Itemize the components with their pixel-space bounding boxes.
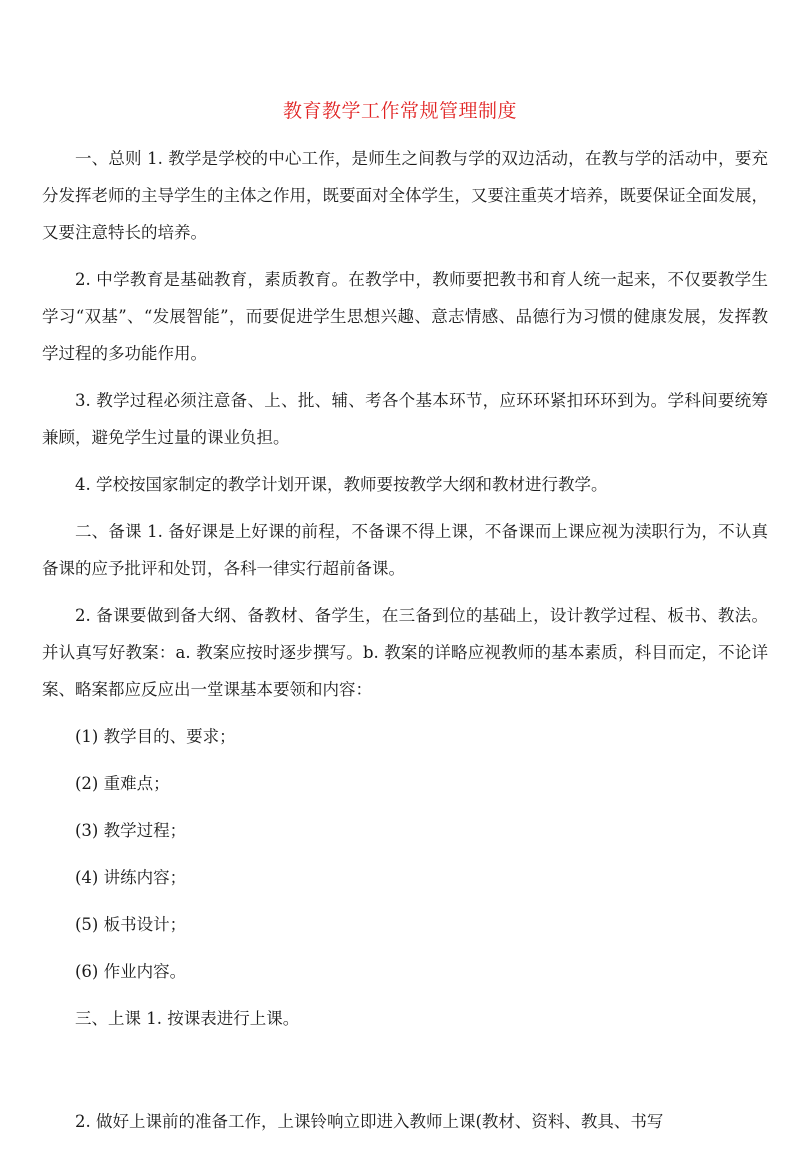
paragraph-general-4: 4. 学校按国家制定的教学计划开课，教师要按教学大纲和教材进行教学。 bbox=[75, 475, 608, 494]
paragraph-general-1: 一、总则 1. 教学是学校的中心工作，是师生之间教与学的双边活动，在教与学的活动中，要充分发挥老师的主导学生的主体之作用，既要面对全体学生，又要注重英才培养，既要保证全面发展，又要注意特长的培养。 bbox=[42, 149, 768, 242]
blank-gap bbox=[42, 1047, 768, 1103]
list-item: (2) 重难点； bbox=[75, 774, 170, 793]
list-item: (3) 教学过程； bbox=[75, 821, 187, 840]
paragraph-general-2: 2. 中学教育是基础教育，素质教育。在教学中，教师要把教书和育人统一起来，不仅要教学生学习“双基”、“发展智能”，而要促进学生思想兴趣、意志情感、品德行为习惯的健康发展，发挥教学过程的多功能作用。 bbox=[42, 270, 768, 363]
document-title: 教育教学工作常规管理制度 bbox=[282, 100, 517, 122]
document-body bbox=[42, 140, 768, 1150]
paragraph-general-3: 3. 教学过程必须注意备、上、批、辅、考各个基本环节，应环环紧扣环环到为。学科间要统筹兼顾，避免学生过量的课业负担。 bbox=[42, 391, 768, 447]
list-item: (1) 教学目的、要求； bbox=[75, 727, 236, 746]
list-item: (5) 板书设计； bbox=[75, 915, 187, 934]
paragraph-lesson-prep-1: 二、备课 1. 备好课是上好课的前程，不备课不得上课，不备课而上课应视为渎职行为，不认真备课的应予批评和处罚，各科一律实行超前备课。 bbox=[42, 522, 768, 578]
list-item: (6) 作业内容。 bbox=[75, 962, 187, 981]
list-item: (4) 讲练内容； bbox=[75, 868, 187, 887]
paragraph-teaching-2: 2. 做好上课前的准备工作，上课铃响立即进入教师上课(教材、资料、教具、书写 bbox=[75, 1112, 664, 1131]
paragraph-lesson-prep-2: 2. 备课要做到备大纲、备教材、备学生，在三备到位的基础上，设计教学过程、板书、教法。并认真写好教案：a. 教案应按时逐步撰写。b. 教案的详略应视教师的基本素质，科目而定，不论详案、略案都应反应出一堂课基本要领和内容： bbox=[42, 606, 768, 699]
section-teaching-1: 三、上课 1. 按课表进行上课。 bbox=[75, 1009, 300, 1028]
